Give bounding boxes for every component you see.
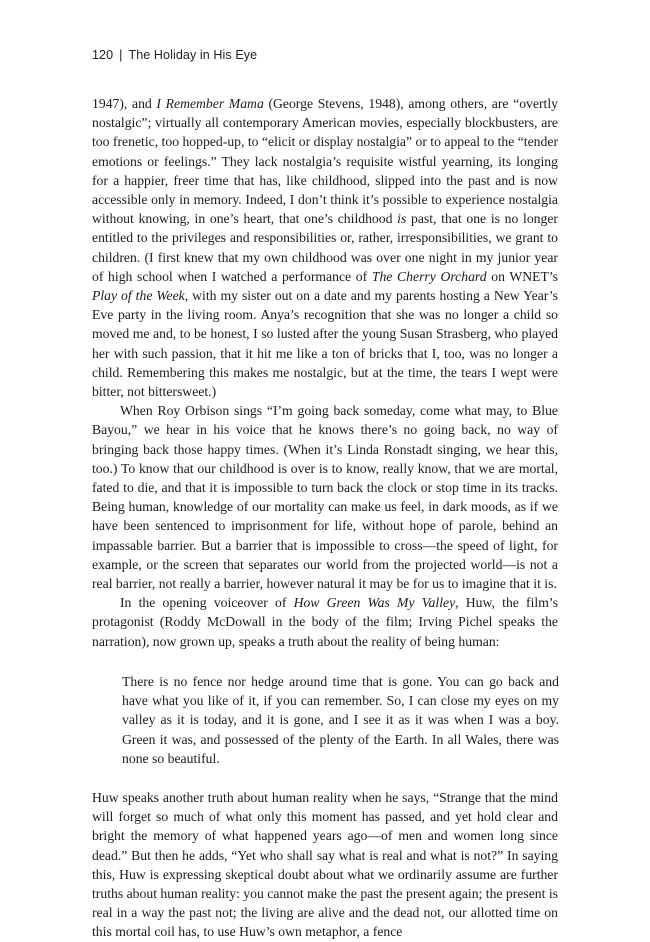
italic-title-text: How Green Was My Valley (293, 595, 456, 611)
quote-paragraph (122, 672, 559, 768)
header-separator: | (119, 48, 123, 62)
text-run: 1947), and (92, 96, 157, 111)
paragraph (92, 94, 558, 401)
italic-title-text: The Cherry Orchard (371, 268, 487, 284)
text-run: There is no fence nor hedge around time that is gone. You can go back and have what you like of it, if you can remember. So, I can close my eyes on my valley as it is today, and it is gone, and I see it as it was when I was a boy. Green it was, and possessed of the plenty of the Earth. In all Wales, there was none so beautiful. (122, 673, 559, 766)
text-run: , with my sister out on a date and my parents hosting a New Year’s Eve party in the living room. Anya’s recognition that she was no longer a child so moved me and, to be honest, I so lusted after the young Susan Strasberg, who played her with such passion, that it hit me like a ton of bricks that I, too, was no longer a child. Remembering this makes me nostalgic, but at the time, the tears I wept were bitter, not bittersweet.) (92, 288, 559, 400)
paragraph (92, 593, 558, 651)
text-run: Huw speaks another truth about human reality when he says, “Strange that the mind will forget so much of what only this moment has passed, and yet hold clear and bright the memory of what happened years ago—of men and women long since dead.” But then he adds, “Yet who shall say what is real and what is not?” In saying this, Huw is expressing skeptical doubt about what we ordinarily assume are further truths about human reality: you cannot make the past the present again; the present is real in a way the past not; the living are alive and the dead not, our allotted time on this mortal coil has, to use Huw’s own metaphor, a fence (92, 789, 559, 940)
italic-title-text: Play of the Week (92, 288, 185, 304)
book-title: The Holiday in His Eye (128, 48, 258, 62)
text-run: , Huw, the film’s protagonist (Roddy McDowall in the body of the film; Irving Pichel speaks the narration), now grown up, speaks a truth about the reality of being human: (92, 595, 558, 649)
paragraph (92, 401, 558, 593)
italic-title-text: is (397, 211, 407, 227)
text-run: When Roy Orbison sings “I’m going back someday, come what may, to Blue Bayou,” we hear in his voice that he knows there’s no going back, no way of bringing back those happy times. (When it’s Linda Ronstadt singing, we hear this, too.) To know that our childhood is over is to know, really know, that we are mortal, fated to die, and that it is impossible to turn back the clock or stop time in its tracks. Being human, knowledge of our mortality can make us feel, in dark moods, as if we have been sentenced to imprisonment for life, without hope of parole, behind an impassable barrier. But a barrier that is impossible to cross—the speed of light, for example, or the screen that separates our world from the projected world—is not a real barrier, not really a barrier, however natural it may be for us to imagine that it is. (92, 403, 558, 592)
text-run: on WNET’s (486, 268, 558, 284)
paragraph (92, 788, 558, 942)
text-run: In the opening voiceover of (120, 595, 294, 611)
running-head (92, 48, 257, 62)
page-number: 120 (92, 48, 114, 62)
text-run: (George Stevens, 1948), among others, are “overtly nostalgic”; virtually all contemporary American movies, especially blockbusters, are too frenetic, too hopped-up, to “elicit or display nostalgia” or to appeal to the “tender emotions or feelings.” They lack nostalgia’s requisite wistful yearning, its longing for a happier, freer time that has, like childhood, slipped into the past and is now accessible only in memory. Indeed, I don’t think it’s possible to experience nostalgia without knowing, in one’s heart, that one’s childhood (92, 96, 558, 227)
body-text (92, 94, 558, 942)
italic-title-text: I Remember Mama (156, 96, 264, 111)
text-run: past, that one is no longer entitled to the privileges and responsibilities or, rather, irresponsibilities, we grant to children. (I first knew that my own childhood was over one night in my junior year of high school when I watched a performance of (92, 211, 558, 284)
block-quote (122, 672, 559, 768)
